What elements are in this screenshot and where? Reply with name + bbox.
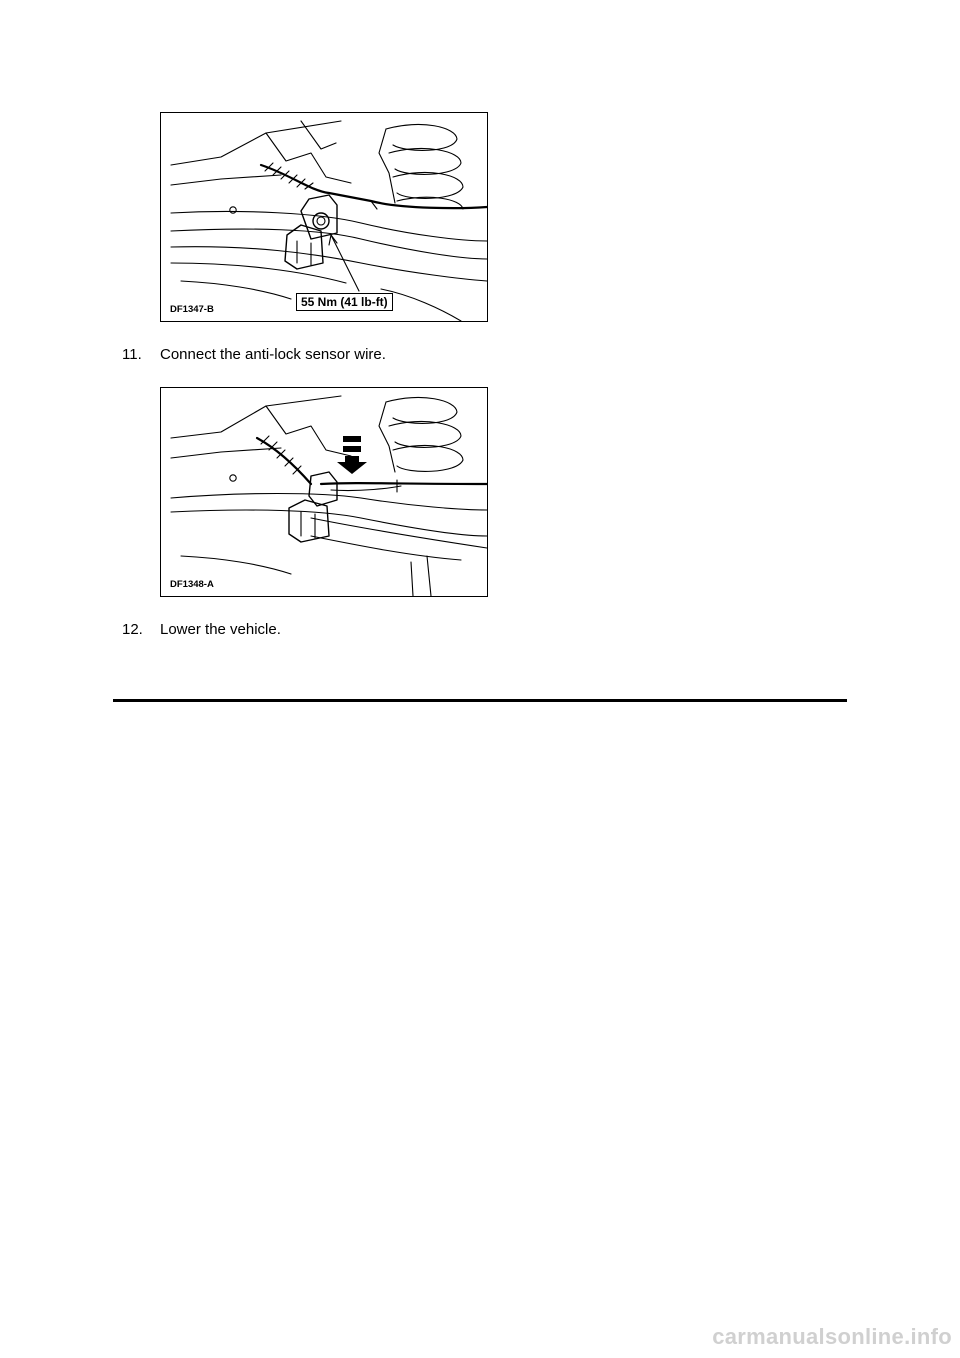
step-number: 12. [122,621,143,638]
step-11 [122,346,386,363]
sensor-wire-connect-illustration [161,388,488,597]
sensor-bracket-illustration [161,113,488,322]
step-text: Lower the vehicle. [160,621,281,638]
step-text: Connect the anti-lock sensor wire. [160,346,386,363]
torque-callout: 55 Nm (41 lb-ft) [296,293,393,311]
section-divider [113,699,847,702]
watermark: carmanualsonline.info [712,1324,952,1349]
figure-id: DF1347-B [170,304,214,315]
figure-df1348-a [160,387,488,597]
step-12 [122,621,281,638]
figure-df1347-b [160,112,488,322]
figure-id: DF1348-A [170,579,214,590]
step-number: 11. [122,346,142,363]
